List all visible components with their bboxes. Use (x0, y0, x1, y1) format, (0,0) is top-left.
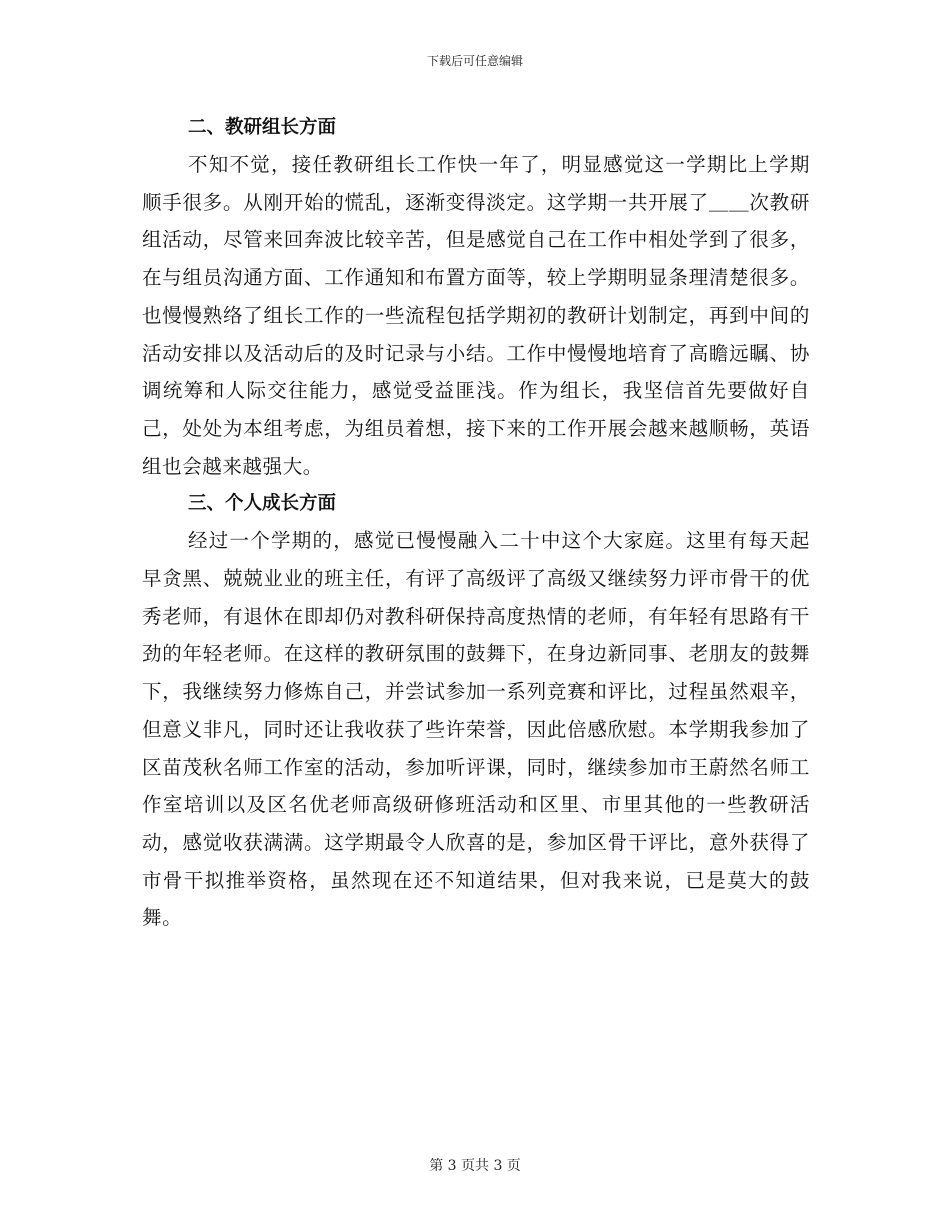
section-heading-teaching-group: 二、教研组长方面 (188, 117, 337, 138)
section-heading-personal-growth: 三、个人成长方面 (188, 493, 337, 515)
paragraph-personal-growth: 经过一个学期的，感觉已慢慢融入二十中这个大家庭。这里有每天起早贪黑、兢兢业业的班主任，有评了高级评了高级又继续努力评市骨干的优秀老师，有退休在即却仍对教科研保持高度热情的老师，有年轻有思路有干劲的年轻老师。在这样的教研氛围的鼓舞下，在身边新同事、老朋友的鼓舞下，我继续努力修炼自己，并尝试参加一系列竞赛和评比，过程虽然艰辛，但意义非凡，同时还让我收获了些许荣誉，因此倍感欣慰。本学期我参加了区苗茂秋名师工作室的活动，参加听评课，同时，继续参加市王蔚然名师工作室培训以及区名优老师高级研修班活动和区里、市里其他的一些教研活动，感觉收获满满。这学期最令人欣喜的是，参加区骨干评比，意外获得了市骨干拟推举资格，虽然现在还不知道结果，但对我来说，已是莫大的鼓舞。 (142, 529, 810, 930)
page-number-footer: 第 3 页共 3 页 (429, 1158, 521, 1174)
document-body (142, 109, 810, 937)
paragraph-teaching-group: 不知不觉，接任教研组长工作快一年了，明显感觉这一学期比上学期顺手很多。从刚开始的慌乱，逐渐变得淡定。这学期一共开展了＿＿次教研组活动，尽管来回奔波比较辛苦，但是感觉自己在工作中相处学到了很多，在与组员沟通方面、工作通知和布置方面等，较上学期明显条理清楚很多。也慢慢熟络了组长工作的一些流程包括学期初的教研计划制定，再到中间的活动安排以及活动后的及时记录与小结。工作中慢慢地培育了高瞻远瞩、协调统筹和人际交往能力，感觉受益匪浅。作为组长，我坚信首先要做好自己，处处为本组考虑，为组员着想，接下来的工作开展会越来越顺畅，英语组也会越来越强大。 (142, 153, 810, 478)
header-note: 下载后可任意编辑 (426, 54, 523, 68)
